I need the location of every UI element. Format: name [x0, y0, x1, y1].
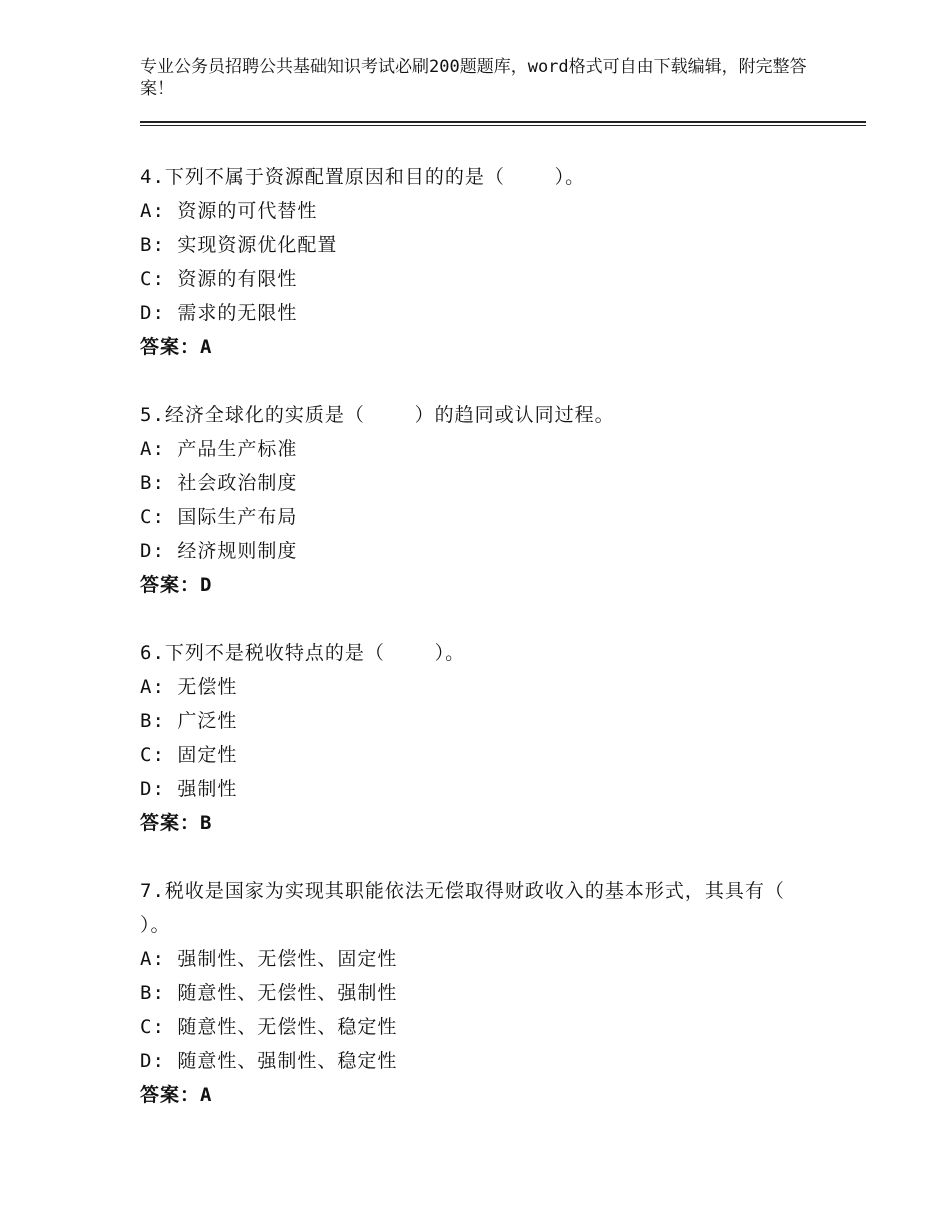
question-option: B: 实现资源优化配置 [140, 234, 338, 256]
question-option: C: 资源的有限性 [140, 268, 298, 290]
question-answer: 答案：A [140, 1084, 213, 1106]
question-option: A: 无偿性 [140, 676, 238, 698]
question-stem: 4.下列不属于资源配置原因和目的的是（ ）。 [140, 166, 586, 188]
question-option: C: 固定性 [140, 744, 238, 766]
question-list [140, 160, 840, 1146]
question-stem: 5.经济全球化的实质是（ ）的趋同或认同过程。 [140, 404, 615, 426]
question-option: B: 随意性、无偿性、强制性 [140, 982, 398, 1004]
question-option: B: 社会政治制度 [140, 472, 298, 494]
question-answer: 答案：D [140, 574, 213, 596]
question-option: A: 强制性、无偿性、固定性 [140, 948, 398, 970]
question-option: A: 资源的可代替性 [140, 200, 318, 222]
question-option: B: 广泛性 [140, 710, 238, 732]
question-option: C: 国际生产布局 [140, 506, 298, 528]
question-option: D: 经济规则制度 [140, 540, 298, 562]
question-stem: 7.税收是国家为实现其职能依法无偿取得财政收入的基本形式，其具有（ ）。 [140, 880, 835, 936]
question-option: D: 随意性、强制性、稳定性 [140, 1050, 398, 1072]
question-answer: 答案：A [140, 336, 213, 358]
question-item [140, 160, 840, 364]
header-divider [140, 121, 866, 126]
question-item [140, 636, 840, 840]
question-item [140, 874, 840, 1112]
question-option: D: 强制性 [140, 778, 238, 800]
question-item [140, 398, 840, 602]
question-option: A: 产品生产标准 [140, 438, 298, 460]
document-header-text: 专业公务员招聘公共基础知识考试必刷200题题库，word格式可自由下载编辑，附完整答案！ [140, 57, 807, 99]
question-answer: 答案：B [140, 812, 213, 834]
question-option: D: 需求的无限性 [140, 302, 298, 324]
question-option: C: 随意性、无偿性、稳定性 [140, 1016, 398, 1038]
question-stem: 6.下列不是税收特点的是（ ）。 [140, 642, 466, 664]
